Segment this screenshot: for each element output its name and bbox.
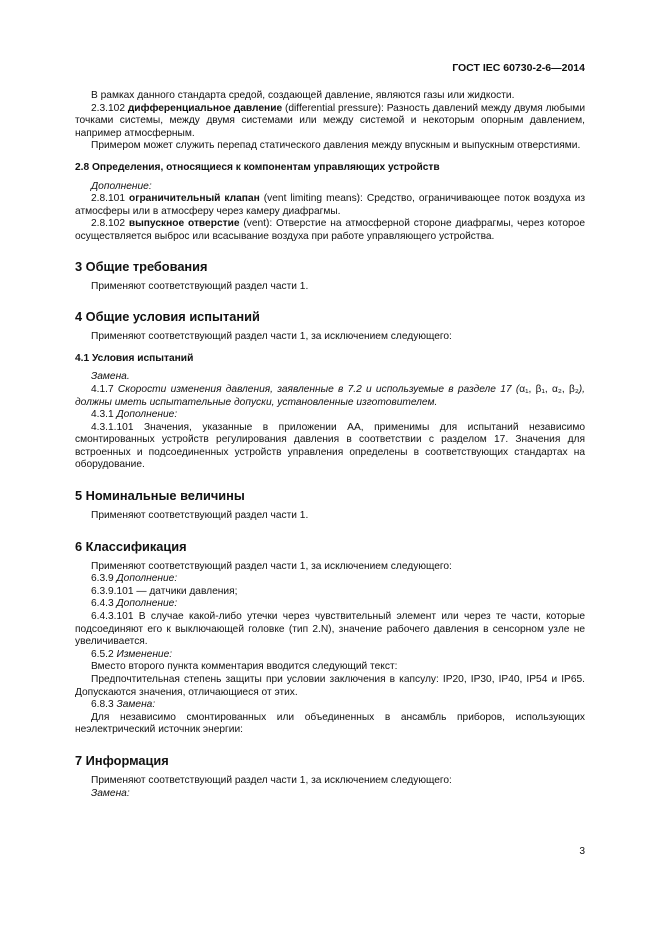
- clause-number: 2.3.102: [91, 102, 128, 114]
- definition-text: (differential pressure): Разность давлений между двумя любыми точками системы, между двумя системами или между системой и некоторым опорным давлением, например атмосферным.: [75, 102, 586, 139]
- addition-label: Дополнение:: [91, 180, 152, 192]
- document-header: ГОСТ IEC 60730-2-6—2014: [452, 62, 585, 74]
- paragraph: В рамках данного стандарта средой, создающей давление, являются газы или жидкости.: [91, 90, 515, 101]
- paragraph: Для независимо смонтированных или объединенных в ансамбль приборов, использующих неэлектрический источник энергии:: [75, 711, 585, 736]
- paragraph: Предпочтительная степень защиты при условии заключения в капсулу: IP20, IP30, IP40, IP54 и IP65. Допускаются значения, отличающиеся от этих.: [75, 674, 585, 698]
- paragraph: Применяют соответствующий раздел части 1, за исключением следующего:: [91, 560, 452, 572]
- paragraph: 6.3.9.101 — датчики давления;: [91, 585, 238, 597]
- clause-4-3-1: [75, 409, 585, 422]
- definition-text: (vent): Отверстие на атмосферной стороне диафрагмы, через которое осуществляется выброс или всасывание воздуха при работе управляющего устройства.: [75, 218, 585, 242]
- clause-number: 6.5.2: [91, 648, 117, 660]
- subsection-title: 4.1 Условия испытаний: [75, 352, 194, 364]
- clause-number: 2.8.102: [91, 218, 129, 230]
- page-number: 3: [579, 846, 585, 857]
- paragraph: 6.4.3.101 В случае какой-либо утечки через чувствительный элемент или через те части, которые подсоединяют его к выключающей головке (тип 2.N), значение рабочего давления в сенсорном узле не увеличивается.: [75, 611, 585, 648]
- replacement-label: Замена.: [91, 371, 130, 383]
- subsection-title: 2.8 Определения, относящиеся к компонентам управляющих устройств: [75, 161, 440, 173]
- greek-symbols: α₁, β₁, α₂, β₂: [519, 383, 579, 395]
- clause-text: ), должны иметь испытательные допуски, установленные изготовителем.: [75, 383, 586, 408]
- paragraph: 4.3.1.101 Значения, указанные в приложении АА, применимы для испытаний независимо смонтированных устройств регулирования давления в соответствии с разделом 17. Значения для встроенных и подсоединенных устройств управления определены в соответствующих стандартах на оборудование.: [75, 421, 585, 471]
- section-title: 3 Общие требования: [75, 258, 208, 274]
- definition-differential-pressure: [75, 103, 585, 141]
- clause-6-4-3: [75, 598, 585, 611]
- clause-6-5-2: [75, 649, 585, 662]
- page-content: [75, 90, 585, 800]
- paragraph: Применяют соответствующий раздел части 1, за исключением следующего:: [91, 331, 452, 343]
- clause-text: Скорости изменения давления, заявленные в 7.2 и используемые в разделе 17 (: [117, 383, 520, 395]
- section-title: 5 Номинальные величины: [75, 488, 245, 504]
- clause-6-8-3: [75, 699, 585, 712]
- clause-number: 4.1.7: [91, 383, 118, 395]
- replacement-label: Замена:: [91, 787, 130, 799]
- definition-vent-limiting: [75, 193, 585, 218]
- paragraph: Применяют соответствующий раздел части 1.: [91, 280, 309, 292]
- paragraph: Применяют соответствующий раздел части 1.: [91, 510, 309, 522]
- paragraph: Применяют соответствующий раздел части 1, за исключением следующего:: [91, 774, 452, 786]
- addition-label: Дополнение:: [116, 409, 178, 421]
- clause-number: 2.8.101: [91, 193, 129, 205]
- clause-number: 4.3.1: [91, 409, 117, 421]
- replacement-label: Замена:: [116, 699, 156, 711]
- change-label: Изменение:: [116, 648, 173, 660]
- term: выпускное отверстие: [128, 218, 240, 230]
- addition-label: Дополнение:: [116, 598, 178, 610]
- clause-4-1-7: [75, 384, 585, 409]
- definition-vent: [75, 218, 585, 243]
- term: дифференциальное давление: [127, 102, 283, 114]
- clause-number: 6.3.9: [91, 573, 117, 585]
- section-title: 6 Классификация: [75, 538, 187, 554]
- term: ограничительный клапан: [128, 193, 260, 205]
- clause-number: 6.8.3: [91, 699, 117, 711]
- section-title: 4 Общие условия испытаний: [75, 309, 260, 325]
- definition-text: (vent limiting means): Средство, ограничивающее поток воздуха из атмосферы или в атмосферу через камеру диафрагмы.: [75, 193, 585, 217]
- clause-number: 6.4.3: [91, 598, 117, 610]
- paragraph: Примером может служить перепад статического давления между впускным и выпускным отверстиями.: [91, 140, 581, 152]
- clause-6-3-9: [75, 573, 585, 586]
- paragraph: Вместо второго пункта комментария вводится следующий текст:: [91, 661, 398, 673]
- addition-label: Дополнение:: [116, 573, 178, 585]
- section-title: 7 Информация: [75, 752, 169, 768]
